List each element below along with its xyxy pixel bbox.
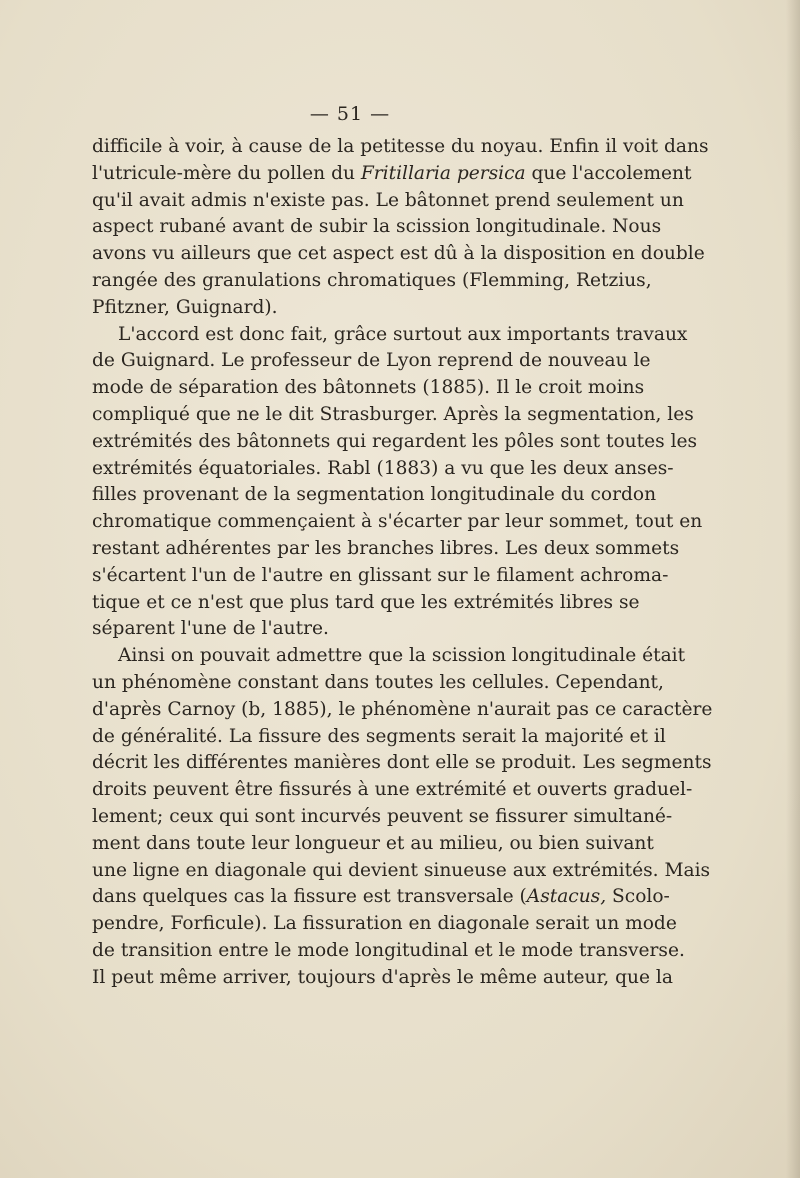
text-line: difficile à voir, à cause de la petitesse du noyau. Enfin il voit dans	[92, 136, 709, 157]
text-line: pendre, Forficule). La fissuration en diagonale serait un mode	[92, 913, 677, 935]
text-line: dans quelques cas la fissure est transversale (Astacus, Scolo-	[92, 886, 670, 908]
text-line: extrémités équatoriales. Rabl (1883) a vu que les deux anses-	[92, 457, 674, 479]
text-line: lement; ceux qui sont incurvés peuvent se fissurer simultané-	[92, 805, 673, 827]
text-line: séparent l'une de l'autre.	[92, 618, 329, 640]
text-line: filles provenant de la segmentation longitudinale du cordon	[92, 484, 657, 506]
text-line: l'utricule-mère du pollen du Fritillaria persica que l'accolement	[92, 162, 692, 184]
binding-shadow	[786, 0, 800, 1178]
text-line: extrémités des bâtonnets qui regardent les pôles sont toutes les	[92, 430, 698, 452]
text-line: aspect rubané avant de subir la scission longitudinale. Nous	[92, 216, 662, 238]
text-line: rangée des granulations chromatiques (Flemming, Retzius,	[92, 269, 652, 291]
text-line: L'accord est donc fait, grâce surtout aux importants travaux	[118, 323, 688, 345]
body-text	[92, 134, 713, 992]
text-line: de transition entre le mode longitudinal et le mode transverse.	[92, 939, 685, 961]
text-line: Ainsi on pouvait admettre que la scission longitudinale était	[118, 645, 686, 667]
text-line: Pfitzner, Guignard).	[92, 296, 278, 318]
text-line: Il peut même arriver, toujours d'après le même auteur, que la	[92, 966, 673, 988]
text-line: chromatique commençaient à s'écarter par leur sommet, tout en	[92, 511, 703, 533]
text-line: une ligne en diagonale qui devient sinueuse aux extrémités. Mais	[92, 859, 711, 881]
text-line: droits peuvent être fissurés à une extrémité et ouverts graduel-	[92, 779, 693, 801]
text-line: mode de séparation des bâtonnets (1885). Il le croit moins	[92, 377, 645, 399]
text-line: décrit les différentes manières dont elle se produit. Les segments	[92, 752, 712, 774]
text-line: d'après Carnoy (b, 1885), le phénomène n'aurait pas ce caractère	[92, 698, 713, 720]
text-line: tique et ce n'est que plus tard que les extrémités libres se	[92, 591, 640, 613]
text-line: qu'il avait admis n'existe pas. Le bâtonnet prend seulement un	[92, 189, 684, 211]
text-line: s'écartent l'un de l'autre en glissant sur le filament achroma-	[92, 564, 669, 586]
text-line: de Guignard. Le professeur de Lyon reprend de nouveau le	[92, 350, 651, 372]
text-line: ment dans toute leur longueur et au milieu, ou bien suivant	[92, 832, 654, 854]
text-line: compliqué que ne le dit Strasburger. Après la segmentation, les	[92, 403, 694, 425]
text-line: un phénomène constant dans toutes les cellules. Cependant,	[92, 671, 664, 693]
text-line: restant adhérentes par les branches libres. Les deux sommets	[92, 537, 680, 559]
text-line: de généralité. La fissure des segments serait la majorité et il	[92, 725, 666, 747]
page-number: — 51 —	[309, 103, 391, 125]
text-line: avons vu ailleurs que cet aspect est dû à la disposition en double	[92, 243, 705, 265]
